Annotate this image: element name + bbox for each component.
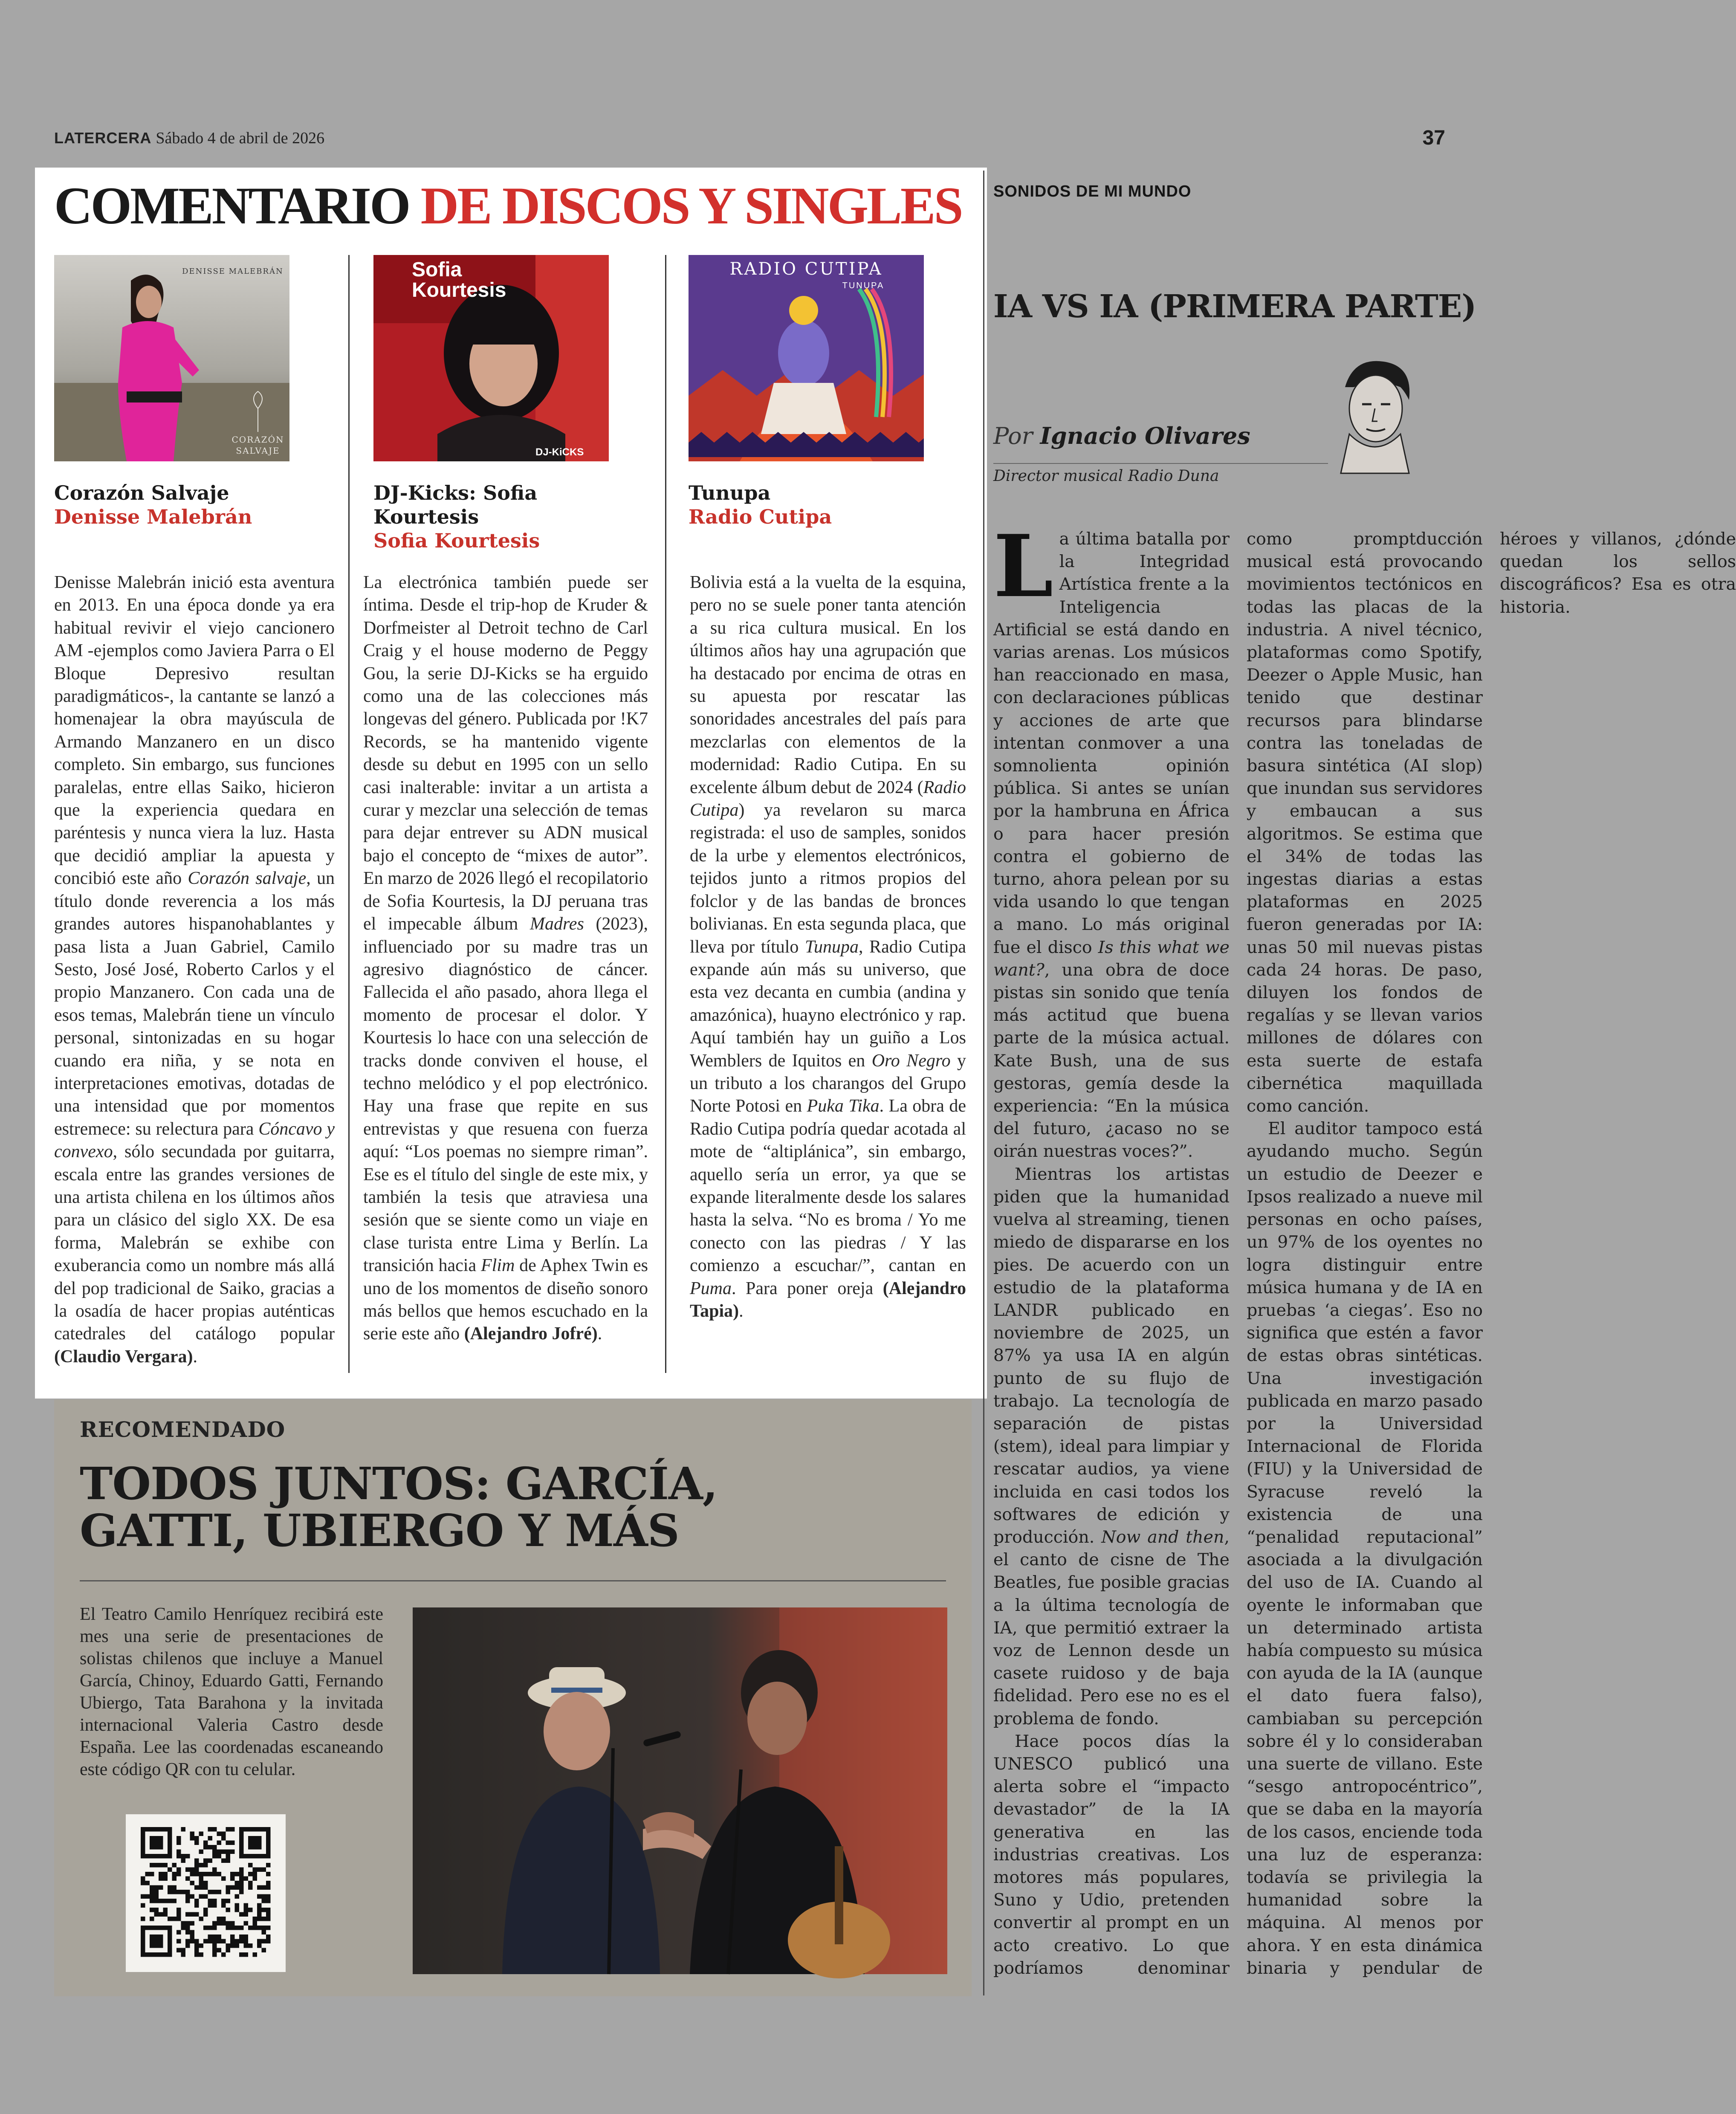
recommended-title: TODOS JUNTOS: GARCÍA, GATTI, UBIERGO Y MÁS	[80, 1457, 718, 1557]
qr-finder-pattern	[248, 1836, 262, 1850]
album-cover-art	[373, 255, 609, 461]
opinion-title: IA VS IA (PRIMERA PARTE)	[993, 288, 1476, 325]
opinion-paragraph: El auditor tampoco está ayudando mucho. Según un estudio de Deezer e Ipsos realizado a nueve mil personas en ocho países, un 97% de los oyentes no logra distinguir entre música humana y de IA en pruebas ‘a ciegas’. Eso no significa que estén a favor de estas obras sintéticas. Una investigación publicada en marzo pasado por la Universidad Internacional de Florida (FIU) y la Universidad de Syracuse reveló la existencia de una “penalidad reputacional” asociada a la divulgación del uso de IA. Cuando al oyente le informaban que un determinado artista había compuesto su música con ayuda de la IA (aunque el dato fuera falso), cambiaban su percepción sobre él y lo consideraban una suerte de villano. Este “sesgo antropocéntrico”, que se daba en la mayoría de los casos, enciende toda una luz de esperanza: todavía se privilegia la humanidad sobre la máquina. Al menos por ahora. Y en esta dinámica binaria y pendular de héroes y villanos, ¿dónde quedan los sellos discográficos? Esa es otra historia.	[1247, 529, 1736, 1978]
opinion-paragraph	[993, 516, 1230, 1163]
opinion-paragraph-text: a última batalla por la Integridad Artística frente a la Inteligencia Artificial se está dando en varias arenas. Los músicos han reaccionado en masa, con declaraciones públicas y acciones de arte que intentan conmover a una somnolienta opinión pública. Si antes se unían por la hambruna en África o para hacer presión contra el gobierno de turno, ahora pelean por su vida usando lo que tengan a mano. Lo más original fue el disco Is this what we want?, una obra de doce pistas sin sonido que tenía más actitud que buena parte de la música actual. Kate Bush, una de sus gestoras, gemía desde la experiencia: “En la música del futuro, ¿acaso no se oirán nuestras voces?”.	[993, 529, 1230, 1161]
column-divider	[665, 255, 666, 1373]
qr-finder-pattern	[150, 1934, 163, 1948]
opinion-paragraph: Hace pocos días la UNESCO publicó una alerta sobre el “impacto devastador” de la IA generativa en las industrias creativas. Los motores más populares, Suno y Udio, pretenden convertir al prompt en un acto creativo. Lo que podríamos denominar como promptducción musical está provocando movimientos tectónicos en todas las placas de la industria. A nivel técnico, plataformas como Spotify, Deezer o Apple Music, han tenido que destinar recursos para blindarse contra las toneladas de basura sintética (AI slop) que inundan sus servidores y embaucan a sus algoritmos. Se estima que el 34% de todas las ingestas diarias a estas plataformas en 2025 fueron generadas por IA: unas 50 mil nuevas pistas cada 24 horas. De paso, diluyen los fondos de regalías y se llevan varios millones de dólares con esta suerte de estafa cibernética maquillada como canción.	[993, 529, 1483, 1978]
page-number: 37	[1422, 127, 1445, 149]
review-body: La electrónica también puede ser íntima. Desde el trip-hop de Kruder & Dorfmeister al Detroit techno de Carl Craig y el house moderno de Peggy Gou, la serie DJ-Kicks se ha erguido como una de las colecciones más longevas del género. Publicada por !K7 Records, se ha mantenido vigente desde su debut en 1995 con un sello casi inalterable: invitar a un artista a curar y mezclar una selección de temas para dejar entrever su ADN musical bajo el concepto de “mixes de autor”. En marzo de 2026 llegó el recopilatorio de Sofia Kourtesis, la DJ peruana tras el impecable álbum Madres (2023), influenciado por su madre tras un agresivo diagnóstico de cáncer. Fallecida el año pasado, ahora llega el momento de procesar el dolor. Y Kourtesis lo hace con una selección de tracks donde conviven el house, el techno melódico y el pop electrónico. Hay una frase que repite en sus entrevistas y que resuena con fuerza aquí: “Los poemas no siempre riman”. Ese es el título del single de este mix, y también la tesis que atraviesa una sesión que se siente como un viaje en clase turista entre Lima y Berlín. La transición hacia Flim de Aphex Twin es uno de los momentos de diseño sonoro más bellos que hemos escuchado en la serie este año (Alejandro Jofré).	[363, 573, 648, 1344]
author-portrait-image	[1328, 357, 1418, 473]
byline	[993, 422, 1250, 449]
author-role: Director musical Radio Duna	[993, 467, 1219, 485]
album-cover-tunupa	[689, 255, 924, 461]
recommended-body: El Teatro Camilo Henríquez recibirá este mes una serie de presentaciones de solistas chilenos que incluye a Manuel García, Chinoy, Eduardo Gatti, Fernando Ubiergo, Tata Barahona y la invitada internacional Valeria Castro desde España. Lee las coordenadas escaneando este código QR con tu celular.	[80, 1604, 383, 1779]
recommended-label: RECOMENDADO	[80, 1417, 286, 1442]
byline-prefix: Por	[993, 423, 1033, 449]
opinion-paragraph: Mientras los artistas piden que la humanidad vuelva al streaming, tienen miedo de dispararse en los pies. De acuerdo con un estudio de la plataforma LANDR publicado en noviembre de 2025, un 87% ya usa IA en algún punto de su flujo de trabajo. La tecnología de separación de pistas (stem), ideal para limpiar y rescatar audios, ya viene incluida en casi todos los softwares de edición y producción. Now and then, el canto de cisne de The Beatles, fue posible gracias a la última tecnología de IA, que permitió extraer la voz de Lennon desde un casete ruidoso y de baja fidelidad. Pero ese no es el problema de fondo.	[993, 1164, 1230, 1729]
review-heading	[689, 481, 944, 529]
section-title-red: DE DISCOS Y SINGLES	[420, 177, 962, 235]
album-artist: Sofia Kourtesis	[373, 529, 540, 552]
cover-title-line1: CORAZÓN	[231, 434, 284, 445]
author-portrait	[1328, 357, 1418, 473]
qr-code[interactable]	[126, 1814, 286, 1972]
recommended-divider	[80, 1580, 946, 1581]
column-divider	[348, 255, 350, 1373]
cover-title-line2: SALVAJE	[236, 446, 280, 456]
qr-code-graphic	[126, 1814, 286, 1972]
review-heading	[54, 481, 310, 529]
opinion-column-rule	[983, 171, 984, 1995]
album-title: DJ-Kicks: Sofia Kourtesis	[373, 481, 538, 528]
cover-artist-text: DENISSE MALEBRÁN	[182, 267, 284, 276]
author-divider	[993, 463, 1330, 464]
album-cover-dj-kicks	[373, 255, 609, 461]
album-cover-corazon-salvaje	[54, 255, 289, 461]
album-cover-art	[689, 255, 924, 461]
section-title	[54, 176, 962, 236]
author-name: Ignacio Olivares	[1040, 422, 1250, 449]
cover-label: DJ-KiCKS	[535, 446, 584, 458]
album-cover-art	[54, 255, 289, 461]
review-body: Denisse Malebrán inició esta aventura en 2013. En una época donde ya era habitual revivir el viejo cancionero AM -ejemplos como Javiera Parra o El Bloque Depresivo resultan paradigmáticos-, la cantante se lanzó a homenajear la obra mayúscula de Armando Manzanero en un disco completo. Sin embargo, sus funciones paralelas, entre ellas Saiko, hicieron que la experiencia quedara en paréntesis y nunca viera la luz. Hasta que decidió ampliar la apuesta y concibió este año Corazón salvaje, un título donde reverencia a los más grandes autores hispanohablantes y pasa lista a Juan Gabriel, Camilo Sesto, José José, Roberto Carlos y el propio Manzanero. Con cada una de esos temas, Malebrán tiene un vínculo personal, sintonizadas en su hogar cuando era niña, y se nota en interpretaciones emotivas, dotadas de una intensidad que por momentos estremece: su relectura para Cóncavo y convexo, sólo secundada por guitarra, escala entre las grandes versiones de una artista chilena en los últimos años para un clásico del siglo XX. De esa forma, Malebrán se exhibe con exuberancia como un nombre más allá del pop tradicional de Saiko, gracias a la osadía de hacer propias auténticas catedrales del catálogo popular (Claudio Vergara).	[54, 573, 335, 1367]
dropcap: L	[993, 516, 1053, 617]
concert-photo-image	[413, 1607, 947, 1974]
qr-finder-pattern	[150, 1836, 163, 1850]
album-title: Corazón Salvaje	[54, 481, 229, 504]
issue-date: Sábado 4 de abril de 2026	[156, 129, 325, 147]
cover-name-line1: Sofia	[412, 258, 462, 281]
album-title: Tunupa	[689, 481, 771, 504]
review-body: Bolivia está a la vuelta de la esquina, pero no se suele poner tanta atención a su rica cultura musical. En los últimos años hay una agrupación que ha destacado por encima de otras en su apuesta por rescatar las sonoridades ancestrales del país para mezclarlas con elementos de la modernidad: Radio Cutipa. En su excelente álbum debut de 2024 (Radio Cutipa) ya revelaron su marca registrada: el uso de samples, sonidos de la urbe y elementos electrónicos, tejidos junto a ritmos propios del folclor y de las bandas de bronces bolivianas. En esta segunda placa, que lleva por título Tunupa, Radio Cutipa expande aún más su universo, que esta vez decanta en cumbia (andina y amazónica), huayno electrónico y rap. Aquí también hay un guiño a Los Wemblers de Iquitos en Oro Negro y un tributo a los charangos del Grupo Norte Potosi en Puka Tika. La obra de Radio Cutipa podría quedar acotada al mote de “altiplánica”, sin embargo, aquello sería un error, ya que se expande literalmente desde los salares hasta la selva. “No es broma / Yo me conecto con las piedras / Y las comienzo a escuchar/”, cantan en Puma. Para poner oreja (Alejandro Tapia).	[690, 573, 966, 1321]
review-heading	[373, 481, 553, 553]
cover-name-line2: Kourtesis	[412, 279, 506, 301]
opinion-article-body	[993, 516, 1736, 1995]
cover-band-name: RADIO CUTIPA	[729, 259, 883, 279]
cover-album-name: TUNUPA	[842, 281, 885, 290]
opinion-section-label: SONIDOS DE MI MUNDO	[993, 182, 1192, 200]
section-title-dark: COMENTARIO	[54, 177, 409, 235]
page-header	[54, 129, 324, 148]
album-artist: Denisse Malebrán	[54, 505, 252, 528]
album-artist: Radio Cutipa	[689, 505, 832, 528]
newspaper-brand: LATERCERA	[54, 129, 152, 147]
concert-photo	[413, 1607, 947, 1974]
